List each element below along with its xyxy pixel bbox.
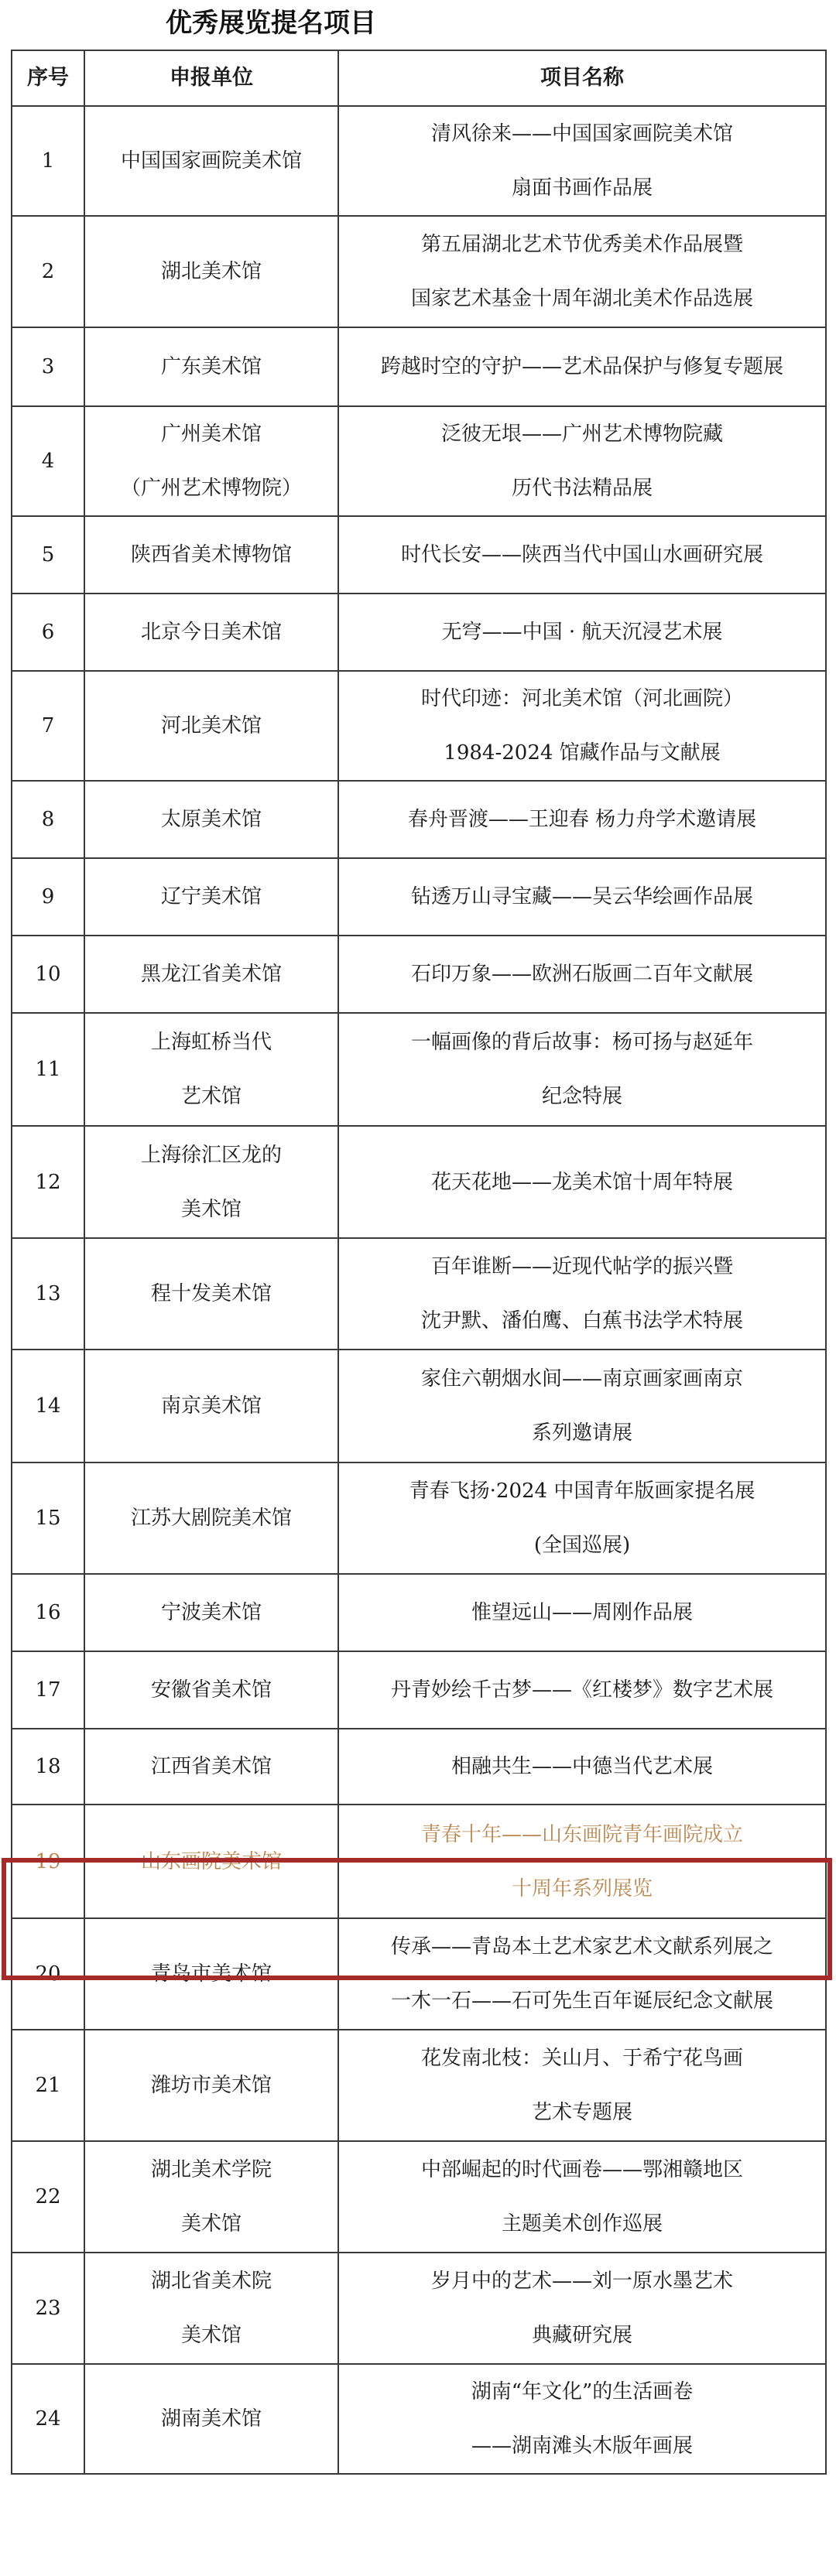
unit-line: 广州美术馆 (160, 422, 262, 446)
name-line: 纪念特展 (541, 1085, 622, 1108)
table-row (12, 1013, 826, 1126)
unit-line: （广州艺术博物院） (120, 477, 302, 500)
cell-no: 20 (12, 1918, 84, 2030)
unit-line: 湖南美术馆 (160, 2407, 262, 2431)
name-line: 湖南“年文化”的生活画卷 (471, 2380, 694, 2403)
cell-name (338, 1350, 826, 1462)
cell-unit (84, 1350, 338, 1462)
unit-line: 宁波美术馆 (160, 1601, 262, 1624)
cell-unit (84, 1729, 338, 1805)
name-line: ——湖南滩头木版年画展 (471, 2434, 693, 2458)
name-line: 惟望远山——周刚作品展 (471, 1601, 693, 1624)
cell-no: 9 (12, 858, 84, 936)
unit-line: 广东美术馆 (160, 355, 262, 378)
name-line: 典藏研究展 (531, 2324, 632, 2347)
cell-name (338, 406, 826, 516)
unit-line: 上海虹桥当代 (150, 1031, 272, 1054)
cell-unit (84, 1805, 338, 1918)
table-row (12, 216, 826, 327)
table-row (12, 2030, 826, 2141)
cell-unit (84, 406, 338, 516)
cell-name (338, 671, 826, 781)
cell-no: 7 (12, 671, 84, 781)
table-row (12, 1574, 826, 1651)
cell-unit (84, 1238, 338, 1350)
name-line: 清风徐来——中国国家画院美术馆 (430, 122, 733, 145)
cell-name (338, 858, 826, 936)
table-row (12, 594, 826, 671)
unit-line: 南京美术馆 (160, 1394, 262, 1418)
name-line: 中部崛起的时代画卷——鄂湘赣地区 (420, 2158, 743, 2181)
header-no: 序号 (12, 50, 84, 106)
table-row (12, 1238, 826, 1350)
cell-unit (84, 1462, 338, 1574)
nomination-table (11, 50, 827, 2475)
name-line: 钻透万山寻宝藏——吴云华绘画作品展 (410, 885, 753, 908)
cell-unit (84, 1126, 338, 1238)
table-row (12, 1126, 826, 1238)
name-line: 第五届湖北艺术节优秀美术作品展暨 (420, 233, 743, 256)
cell-unit (84, 2364, 338, 2474)
name-line: 花天花地——龙美术馆十周年特展 (430, 1170, 733, 1194)
table-header-row (12, 50, 826, 106)
cell-unit (84, 327, 338, 406)
cell-no: 1 (12, 106, 84, 216)
cell-unit (84, 1918, 338, 2030)
unit-line: 湖北美术馆 (160, 260, 262, 283)
name-line: 一幅画像的背后故事：杨可扬与赵延年 (410, 1031, 753, 1054)
cell-no: 10 (12, 936, 84, 1013)
cell-no: 4 (12, 406, 84, 516)
table-row (12, 1350, 826, 1462)
unit-line: 河北美术馆 (160, 714, 262, 737)
cell-name (338, 936, 826, 1013)
name-line: 历代书法精品展 (511, 477, 653, 500)
cell-unit (84, 594, 338, 671)
cell-no: 5 (12, 516, 84, 594)
cell-unit (84, 671, 338, 781)
name-line: 主题美术创作巡展 (501, 2212, 663, 2236)
name-line: 跨越时空的守护——艺术品保护与修复专题展 (380, 355, 783, 378)
cell-no: 3 (12, 327, 84, 406)
unit-line: 湖北省美术院 (150, 2270, 272, 2293)
cell-unit (84, 781, 338, 858)
cell-unit (84, 858, 338, 936)
name-line: 青春十年——山东画院青年画院成立 (420, 1822, 743, 1846)
name-line: 相融共生——中德当代艺术展 (451, 1755, 713, 1778)
cell-name (338, 2030, 826, 2141)
name-line: 艺术专题展 (531, 2101, 632, 2124)
cell-no: 13 (12, 1238, 84, 1350)
cell-no: 19 (12, 1805, 84, 1918)
table-row (12, 1462, 826, 1574)
unit-line: 中国国家画院美术馆 (120, 149, 302, 173)
cell-name (338, 1013, 826, 1126)
unit-line: 青岛市美术馆 (150, 1962, 272, 1986)
cell-no: 22 (12, 2141, 84, 2253)
table-row (12, 936, 826, 1013)
cell-name (338, 1126, 826, 1238)
cell-unit (84, 106, 338, 216)
cell-name (338, 106, 826, 216)
cell-no: 6 (12, 594, 84, 671)
name-line: 扇面书画作品展 (511, 176, 653, 200)
cell-unit (84, 516, 338, 594)
name-line: 无穹——中国 · 航天沉浸艺术展 (441, 621, 723, 644)
name-line: 百年谁断——近现代帖学的振兴暨 (430, 1255, 733, 1278)
cell-name (338, 1651, 826, 1729)
unit-line: 潍坊市美术馆 (150, 2074, 272, 2097)
name-line: 家住六朝烟水间——南京画家画南京 (420, 1367, 743, 1391)
cell-no: 24 (12, 2364, 84, 2474)
table-row (12, 1805, 826, 1918)
cell-unit (84, 216, 338, 327)
cell-unit (84, 1574, 338, 1651)
table-row (12, 1729, 826, 1805)
name-line: 一木一石——石可先生百年诞辰纪念文献展 (390, 1989, 773, 2013)
table-row (12, 781, 826, 858)
cell-name (338, 216, 826, 327)
unit-line: 湖北美术学院 (150, 2158, 272, 2181)
cell-unit (84, 2030, 338, 2141)
cell-name (338, 594, 826, 671)
cell-no: 17 (12, 1651, 84, 1729)
table-body (12, 106, 826, 2474)
cell-name (338, 781, 826, 858)
name-line: 花发南北枝：关山月、于希宁花鸟画 (420, 2047, 743, 2070)
table-row (12, 2141, 826, 2253)
cell-unit (84, 1013, 338, 1126)
unit-line: 上海徐汇区龙的 (140, 1143, 282, 1167)
cell-no: 16 (12, 1574, 84, 1651)
header-unit: 申报单位 (84, 50, 338, 106)
unit-line: 陕西省美术博物馆 (130, 543, 292, 566)
cell-name (338, 1805, 826, 1918)
table-row (12, 516, 826, 594)
unit-line: 江苏大剧院美术馆 (130, 1507, 292, 1530)
cell-unit (84, 936, 338, 1013)
cell-no: 23 (12, 2253, 84, 2364)
name-line: 石印万象——欧洲石版画二百年文献展 (410, 963, 753, 986)
cell-unit (84, 2141, 338, 2253)
unit-line: 山东画院美术馆 (140, 1849, 282, 1873)
cell-no: 21 (12, 2030, 84, 2141)
unit-line: 程十发美术馆 (150, 1282, 272, 1305)
unit-line: 艺术馆 (180, 1085, 242, 1108)
table-row (12, 406, 826, 516)
table-row (12, 327, 826, 406)
cell-name (338, 2253, 826, 2364)
name-line: 系列邀请展 (531, 1421, 632, 1445)
cell-unit (84, 1651, 338, 1729)
table-row (12, 106, 826, 216)
unit-line: 江西省美术馆 (150, 1755, 272, 1778)
name-line: 沈尹默、潘伯鹰、白蕉书法学术特展 (420, 1309, 743, 1332)
page-title: 优秀展览提名项目 (166, 8, 376, 39)
table-row (12, 2253, 826, 2364)
cell-no: 11 (12, 1013, 84, 1126)
name-line: 国家艺术基金十周年湖北美术作品选展 (410, 287, 753, 310)
table-row (12, 2364, 826, 2474)
unit-line: 黑龙江省美术馆 (140, 963, 282, 986)
name-line: 丹青妙绘千古梦——《红楼梦》数字艺术展 (390, 1678, 773, 1702)
unit-line: 美术馆 (180, 2212, 242, 2236)
unit-line: 美术馆 (180, 2324, 242, 2347)
name-line: 时代长安——陕西当代中国山水画研究展 (400, 543, 763, 566)
cell-name (338, 2141, 826, 2253)
cell-name (338, 1462, 826, 1574)
cell-name (338, 1238, 826, 1350)
name-line: 时代印迹：河北美术馆（河北画院） (420, 687, 743, 710)
name-line: 泛彼无垠——广州艺术博物院藏 (440, 422, 723, 446)
cell-no: 12 (12, 1126, 84, 1238)
name-line: 青春飞扬·2024 中国青年版画家提名展 (409, 1480, 755, 1503)
name-line: 岁月中的艺术——刘一原水墨艺术 (430, 2270, 733, 2293)
unit-line: 北京今日美术馆 (140, 621, 282, 644)
cell-no: 15 (12, 1462, 84, 1574)
table-row (12, 671, 826, 781)
header-name: 项目名称 (338, 50, 826, 106)
cell-no: 8 (12, 781, 84, 858)
cell-name (338, 516, 826, 594)
cell-name (338, 1729, 826, 1805)
unit-line: 辽宁美术馆 (160, 885, 262, 908)
cell-no: 14 (12, 1350, 84, 1462)
cell-name (338, 1574, 826, 1651)
cell-name (338, 327, 826, 406)
name-line: 春舟晋渡——王迎春 杨力舟学术邀请展 (407, 808, 757, 831)
cell-name (338, 1918, 826, 2030)
cell-unit (84, 2253, 338, 2364)
name-line: 1984-2024 馆藏作品与文献展 (444, 741, 721, 765)
table-row (12, 1918, 826, 2030)
name-line: 十周年系列展览 (511, 1876, 653, 1900)
name-line: (全国巡展) (533, 1534, 631, 1557)
cell-no: 2 (12, 216, 84, 327)
unit-line: 美术馆 (180, 1197, 242, 1221)
name-line: 传承——青岛本土艺术家艺术文献系列展之 (390, 1935, 773, 1959)
unit-line: 太原美术馆 (160, 808, 262, 831)
table-row (12, 858, 826, 936)
cell-name (338, 2364, 826, 2474)
unit-line: 安徽省美术馆 (150, 1678, 272, 1702)
cell-no: 18 (12, 1729, 84, 1805)
table-row (12, 1651, 826, 1729)
